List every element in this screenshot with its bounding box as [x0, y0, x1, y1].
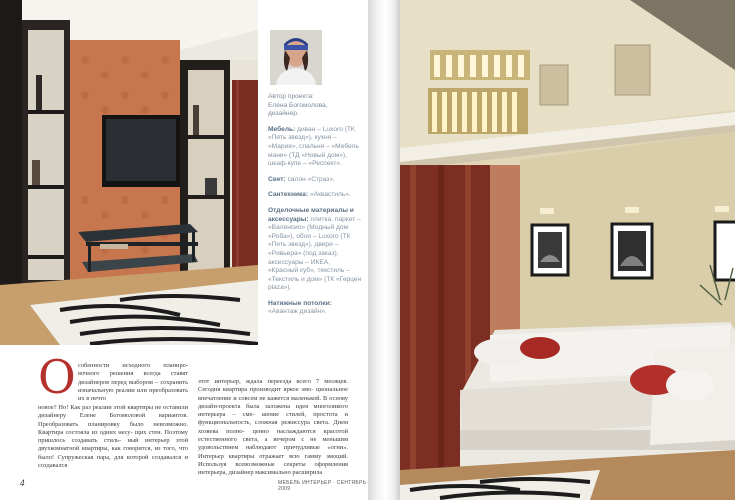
article-column-lead: собенности исходного планиро- вочного решения всегда ставят дизайнеров перед выбором – сохранить изначальную реалии или преобразовать их в нечто — [78, 362, 188, 403]
spec-label: Свет: — [268, 175, 286, 183]
spec-label: Натяжные потолки: — [268, 299, 332, 307]
credit-line: Автор проекта: — [268, 93, 314, 100]
living-room-sofa-photo — [400, 0, 735, 500]
spine-gutter — [368, 0, 400, 500]
page-number: 4 — [20, 478, 25, 488]
article-column-1: новое? Но! Как раз реалии этой квартиры не оставили дизайнеру Елене Богомоловой вариантов. Преобразовать планировку было невозможно. Квартира состояла из одних несу- щих стен. Поэтому пришлось создавать стиль- ный интерьер этой двухкомнатной квартиры, как говорится, из того, что было! Супружеская пара, для которой создавался и создавался — [38, 404, 188, 470]
spec-light — [268, 176, 362, 185]
designer-portrait — [270, 30, 322, 85]
project-sidebar — [268, 30, 362, 317]
spec-furniture — [268, 126, 362, 169]
spec-plumbing — [268, 191, 362, 200]
spec-label: Сантехника: — [268, 191, 309, 199]
drop-cap: О — [38, 350, 76, 404]
credit-line: дизайнер. — [268, 110, 299, 118]
spec-label: Мебель: — [268, 125, 296, 133]
spec-ceilings — [268, 300, 362, 317]
spec-value: «Авантаж дизайн». — [268, 308, 327, 316]
project-author — [268, 93, 362, 119]
right-page — [400, 0, 735, 500]
spec-value: диван – Luxoro (ТК «Пять звезд»), кухня – «Мария», спальня – «Мебель мани» (ТД «Новый дом»), шкаф-купе – «Респект». — [268, 125, 359, 168]
spec-label: Отделочные материалы и аксессуары: — [268, 206, 354, 223]
spec-value: салон «Страз». — [285, 175, 335, 183]
spec-finishing — [268, 207, 362, 293]
spec-value: плитка, паркет – «Валенсио» (Модный дом «Роба»), обои – Luxoro (ТК «Пять звезд»), двери – «Ривьера» (под заказ), аксессуары – ИКЕА, «Красный куб», текстиль – «Текстиль и дом» (ТК «Герцен plaza»). — [268, 215, 362, 292]
credit-line: Елена Богомолова, — [268, 101, 328, 109]
spec-value: «Аквастиль». — [308, 191, 351, 199]
running-footer: МЕБЕЛЬ ИНТЕРЬЕР · СЕНТЯБРЬ 2009 — [278, 480, 367, 492]
living-room-tv-photo — [0, 0, 258, 345]
article-column-2: этот интерьер, ждала переезда всего 7 месяцев. Сегодня квартира производит яркое эмо- циональное впечатление и совсем не кажется маленькой. В основу дизайн-проекта была заложена идея многоликого интерьера – сме- шение стилей, простота и функциональность, сложная режиссура света. Днем хозяева полно- ценно наслаждаются красотой естественного света, а вечером с не меньшим удовольствием наблюдают причудливые «огни». Интерьер квартиры отражает всю гамму эмоций. Используя всевозможные секреты оформления интерьера, дизайнер максимально расширила — [198, 378, 348, 477]
